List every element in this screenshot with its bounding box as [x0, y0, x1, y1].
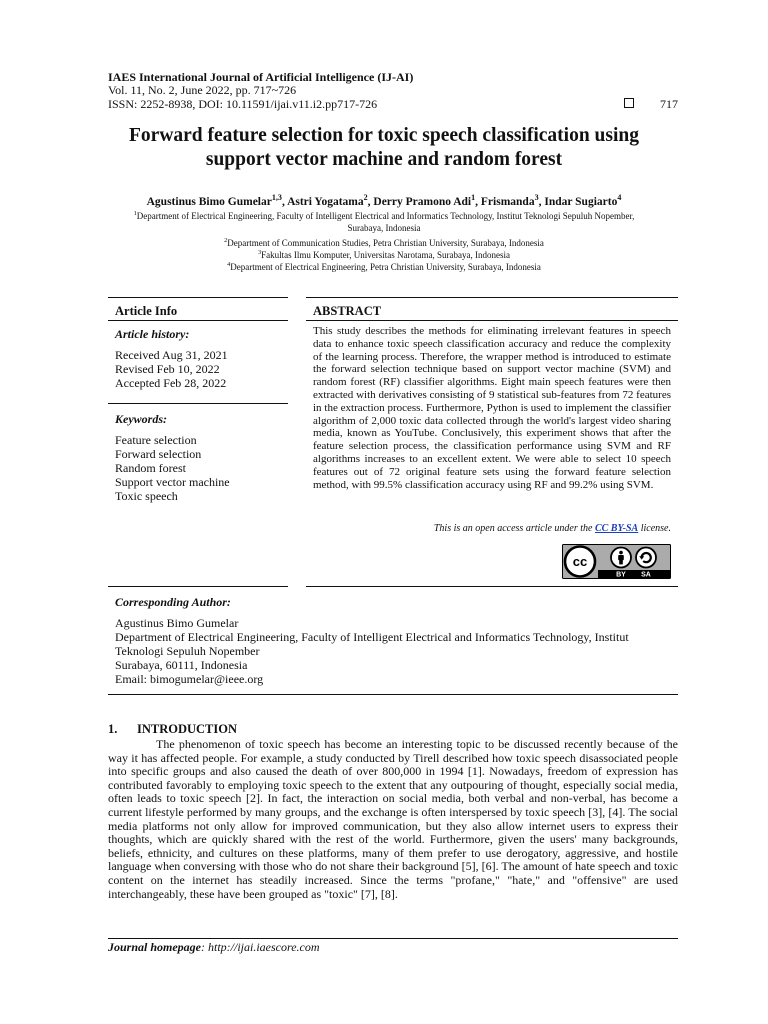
author-name: Derry Pramono Adi: [373, 196, 472, 208]
divider: [306, 320, 678, 321]
keyword: Support vector machine: [115, 475, 230, 489]
person-icon: [611, 548, 631, 568]
badge-by-label: BY: [616, 571, 626, 579]
author-sup: 2: [363, 193, 368, 203]
affiliation: $^4$Department of Electrical Engineering, Petra Christian University, Surabaya, Indonesia: [227, 261, 541, 272]
article-info-heading: Article Info: [115, 304, 178, 318]
introduction-text: The phenomenon of toxic speech has become an interesting topic to be discussed recently because of the way it has affected people. For example, a study conducted by Tirell described how toxic speech disassociated people into specific groups and also caused the death of over 800,000 in 1994 [1]. Nowadays, freedom of expression has contributed favorably to employing toxic speech to the extent that any outpouring of thought, especially social media, often leads to toxic speech [2]. In fact, the interaction on social media, both verbal and non-verbal, has become a current lifestyle performed by many groups, and the exchange is often interspersed by toxic speech [3], [4]. The social media platforms not only allow for improved communication, but they also allow internet users to express their thoughts, which are quickly shared with the rest of the world. Furthermore, given the users' many backgrounds, beliefs, ethnicity, and cultures on these platforms, many of them prefer to use derogatory, aggressive, and hostile language when conversing with those who do not share their background [5], [6]. The amount of hate speech and toxic content on the internet has steadily increased. Since the terms "profane," "hate," and "offensive" are used interchangeably, these have been grouped as "toxic" [7], [8].: [108, 737, 678, 901]
share-alike-icon: [636, 548, 656, 568]
divider: [108, 403, 288, 404]
divider: [108, 320, 288, 321]
author-name: Frismanda: [480, 196, 535, 208]
keyword: Feature selection: [115, 433, 197, 447]
received-date: Received Aug 31, 2021: [115, 348, 228, 362]
corresponding-author-details: [115, 616, 678, 686]
article-history-label: Article history:: [115, 327, 190, 341]
journal-homepage: Journal homepage: http://ijai.iaescore.com: [108, 940, 320, 954]
volume-info: Vol. 11, No. 2, June 2022, pp. 717~726: [108, 83, 297, 97]
affiliation: $^1$Department of Electrical Engineering, Faculty of Intelligent Electrical and Informatics Technology, Institut Teknologi Sepuluh Nopember, Surabaya, Indonesia: [133, 210, 635, 233]
divider: [108, 938, 678, 939]
affiliation: $^2$Department of Communication Studies, Petra Christian University, Surabaya, Indonesia: [224, 237, 544, 248]
author-sup: 3: [534, 193, 539, 203]
corresponding-name: Agustinus Bimo Gumelar: [115, 616, 239, 630]
author-sup: 4: [617, 193, 622, 203]
keyword: Random forest: [115, 461, 186, 475]
author-list: Agustinus Bimo Gumelar$^{1,3}$, Astri Yogatama$^2$, Derry Pramono Adi$^1$, Frismanda$^3$, Indar Sugiarto$^4$: [146, 193, 622, 208]
license-statement: This is an open access article under the CC BY-SA license.: [433, 523, 671, 534]
divider: [108, 586, 288, 587]
author-sup: 1,3: [271, 193, 282, 203]
affiliations: [118, 210, 650, 273]
abstract-text: This study describes the methods for eliminating irrelevant features in speech data to enhance toxic speech classification accuracy and reduce the complexity of the learning process. Therefore, the wrapper method is introduced to estimate the forward selection technique based on support vector machine (SVM) and random forest (RF) classifier algorithms. Eight main speech features were then extracted with derivatives consisting of 9 statistical sub-features from 72 features in the extraction process. Furthermore, Python is used to implement the classifier algorithm of 2,000 toxic data collected through the world's largest video sharing media, known as YouTube. Conclusively, this experiment shows that after the feature selection process, the classification performance using SVM and RF algorithms increases to an excellent extent. We were able to select 10 speech features out of 72 original feature sets using the forward feature selection method, with 99.5% classification accuracy using RF and 99.2% using SVM.: [313, 325, 671, 491]
author-name: Astri Yogatama: [287, 196, 364, 208]
keyword-list: [115, 433, 230, 503]
divider: [306, 586, 678, 587]
keywords-label: Keywords:: [115, 412, 167, 426]
author-name: Indar Sugiarto: [544, 196, 618, 208]
cc-by-sa-link[interactable]: CC BY-SA: [594, 523, 639, 534]
corresponding-institution: Teknologi Sepuluh Nopember: [115, 644, 260, 658]
corresponding-author-label: Corresponding Author:: [115, 595, 231, 609]
corresponding-email: Email: bimogumelar@ieee.org: [115, 672, 264, 686]
journal-name: IAES International Journal of Artificial Intelligence (IJ-AI): [108, 70, 414, 84]
divider: [108, 297, 288, 298]
author-sup: 1: [471, 193, 476, 203]
homepage-link[interactable]: http://ijai.iaescore.com: [208, 940, 320, 954]
keyword: Forward selection: [115, 447, 202, 461]
paper-title: Forward feature selection for toxic speech classification using support vector machine and random forest: [129, 125, 639, 170]
keyword: Toxic speech: [115, 489, 178, 503]
divider: [306, 297, 678, 298]
corresponding-city: Surabaya, 60111, Indonesia: [115, 658, 248, 672]
creative-commons-icon: [565, 547, 595, 577]
section-heading: 1. INTRODUCTION: [108, 722, 238, 736]
abstract-heading: ABSTRACT: [313, 304, 382, 318]
page-number: 717: [660, 97, 678, 111]
cc-by-sa-badge[interactable]: [562, 544, 671, 579]
author-name: Agustinus Bimo Gumelar: [146, 196, 272, 208]
affiliation: $^3$Fakultas Ilmu Komputer, Universitas Narotama, Surabaya, Indonesia: [258, 249, 510, 260]
corresponding-department: Department of Electrical Engineering, Faculty of Intelligent Electrical and Informatics Technology, Institut: [115, 630, 629, 644]
accepted-date: Accepted Feb 28, 2022: [115, 376, 227, 390]
issn-doi: ISSN: 2252-8938, DOI: 10.11591/ijai.v11.i2.pp717-726: [108, 97, 378, 111]
revised-date: Revised Feb 10, 2022: [115, 362, 220, 376]
square-bullet-icon: [624, 98, 634, 108]
badge-sa-label: SA: [641, 571, 651, 579]
cc-mark: cc: [572, 554, 588, 569]
divider: [108, 694, 678, 695]
article-history: [115, 348, 228, 390]
